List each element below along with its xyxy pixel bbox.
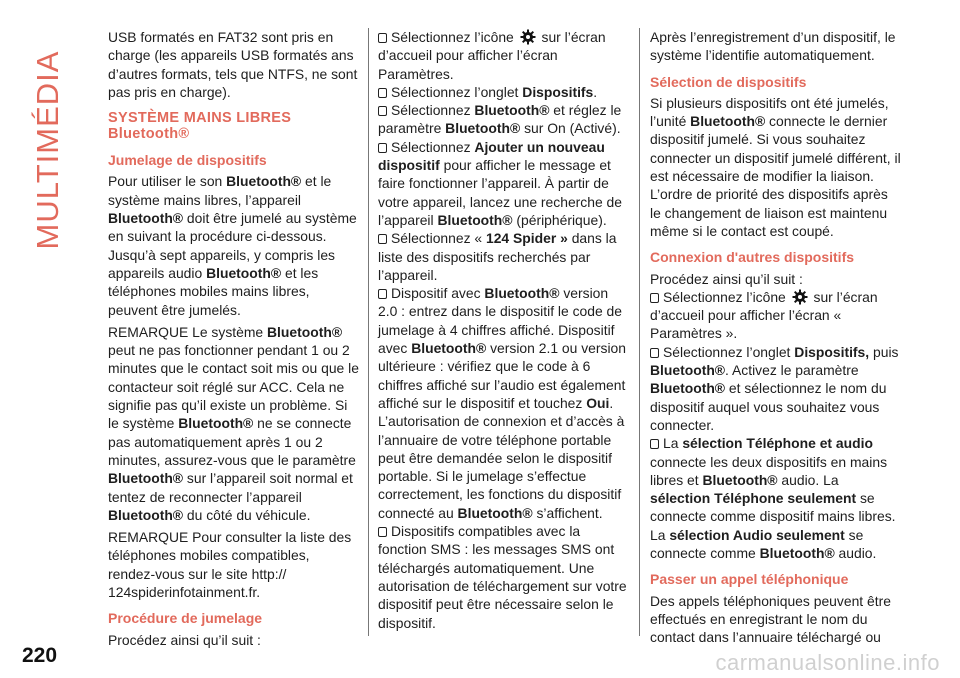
- step-item: Sélectionnez l’onglet Dispositifs.: [378, 83, 630, 101]
- column-divider: [368, 28, 369, 636]
- checkbox-icon: [378, 106, 387, 116]
- paragraph: USB formatés en FAT32 sont pris en charge (les appareils USB formatés ans d’autres formats, tels que NTFS, ne sont pas pris en charge).: [108, 29, 358, 100]
- step-item: Sélectionnez Ajouter un nouveau dispositif pour afficher le message et faire fonctionner l’appareil. À partir de votre appareil, lancez une recherche de l’appareil Bluetooth® (périphérique).: [378, 138, 623, 228]
- step-item: Dispositifs compatibles avec la fonction SMS : les messages SMS ont téléchargés automatiquement. Une autorisation de téléchargement sur votre dispositif peut être nécessaire selon le dispositif.: [378, 523, 627, 631]
- column-2: [378, 28, 630, 632]
- paragraph: Des appels téléphoniques peuvent être effectués en enregistrant le nom du contact dans l’annuaire téléchargé ou: [650, 592, 891, 646]
- step-item: Sélectionnez l’onglet Dispositifs, puis Bluetooth®. Activez le paramètre Bluetooth® et sélectionnez le nom du dispositif auquel vous souhaitez vous connecter.: [650, 343, 899, 433]
- section-heading-line2: Bluetooth®: [108, 126, 190, 143]
- step-item: La sélection Téléphone et audio connecte les deux dispositifs en mains libres et Bluetooth® audio. La sélection Téléphone seulement se connecte comme dispositif mains libres. La sélection Audio seulement se connecte comme Bluetooth® audio.: [650, 435, 896, 562]
- paragraph: Procédez ainsi qu’il suit :: [650, 270, 803, 287]
- step-item: Sélectionnez Bluetooth® et réglez le paramètre Bluetooth® sur On (Activé).: [378, 102, 622, 137]
- subheading-procedure: Procédure de jumelage: [108, 610, 263, 627]
- checkbox-icon: [378, 88, 387, 98]
- paragraph: Si plusieurs dispositifs ont été jumelés, l’unité Bluetooth® connecte le dernier dispositif jumelé. Si vous souhaitez connecter un dispositif jumelé différent, il est nécessaire de modifier la liaison. L’ordre de priorité des dispositifs après le changement de liaison est maintenu même si le contact est coupé.: [650, 94, 901, 239]
- subheading-selection: Sélection de dispositifs: [650, 73, 807, 90]
- note-paragraph: REMARQUE Le système Bluetooth® peut ne pas fonctionner pendant 1 ou 2 minutes que le contact soit mis ou que le contacteur soit réglé sur ACC. Cela ne signifie pas qu’il existe un problème. Si le système Bluetooth® ne se connecte pas automatiquement après 1 ou 2 minutes, assurez-vous que le paramètre Bluetooth® sur l’appareil soit normal et tentez de reconnecter l’appareil Bluetooth® du côté du véhicule.: [108, 323, 359, 523]
- paragraph: Pour utiliser le son Bluetooth® et le système mains libres, l’appareil Bluetooth® doit être jumelé au système en suivant la procédure ci-dessous. Jusqu’à sept appareils, y compris les appareils audio Bluetooth® et les téléphones mobiles mains libres, peuvent être jumelés.: [108, 173, 357, 318]
- watermark-text: carmanualsonline.info: [715, 650, 940, 675]
- column-3: [650, 28, 902, 651]
- checkbox-icon: [650, 348, 659, 358]
- subheading-pairing: Jumelage de dispositifs: [108, 152, 267, 169]
- step-item: Dispositif avec Bluetooth® version 2.0 : entrez dans le dispositif le code de jumelage à 4 chiffres affiché. Dispositif avec Bluetooth® version 2.1 ou version ultérieure : vérifiez que le code à 6 chiffres affiché sur l’audio est également affiché sur le dispositif et touchez Oui. L’autorisation de connexion et d’accès à l’annuaire de votre téléphone portable peut être demandée selon le dispositif portable. Si le jumelage s’effectue correctement, les fonctions du dispositif connecté au Bluetooth® s’affichent.: [378, 285, 627, 521]
- checkbox-icon: [378, 33, 387, 43]
- checkbox-icon: [378, 234, 387, 244]
- checkbox-icon: [650, 293, 659, 303]
- checkbox-icon: [378, 289, 387, 299]
- paragraph: Après l’enregistrement d’un dispositif, le système l’identifie automatiquement.: [650, 29, 896, 64]
- checkbox-icon: [650, 439, 659, 449]
- step-item: Sélectionnez l’icône sur l’écran d’accueil pour afficher l’écran Paramètres.: [378, 29, 606, 82]
- section-side-label: MULTIMÉDIA: [30, 50, 65, 250]
- section-heading-line1: SYSTÈME MAINS LIBRES: [108, 110, 292, 127]
- step-item: Sélectionnez l’icône sur l’écran d’accueil pour afficher l’écran « Paramètres ».: [650, 288, 878, 342]
- column-divider: [639, 28, 640, 636]
- checkbox-icon: [378, 527, 387, 537]
- section-heading: [108, 110, 360, 142]
- step-item: Sélectionnez « 124 Spider » dans la liste des dispositifs recherchés par l’appareil.: [378, 230, 617, 283]
- note-paragraph: REMARQUE Pour consulter la liste des téléphones mobiles compatibles, rendez-vous sur le site http:// 124spiderinfotainment.fr.: [108, 529, 352, 601]
- gear-icon: [792, 289, 808, 305]
- subheading-connexion: Connexion d'autres dispositifs: [650, 249, 855, 266]
- paragraph: Procédez ainsi qu’il suit :: [108, 631, 261, 648]
- page-number: 220: [22, 644, 58, 667]
- subheading-appel: Passer un appel téléphonique: [650, 571, 849, 588]
- checkbox-icon: [378, 143, 387, 153]
- column-1: [108, 28, 360, 653]
- gear-icon: [520, 29, 536, 45]
